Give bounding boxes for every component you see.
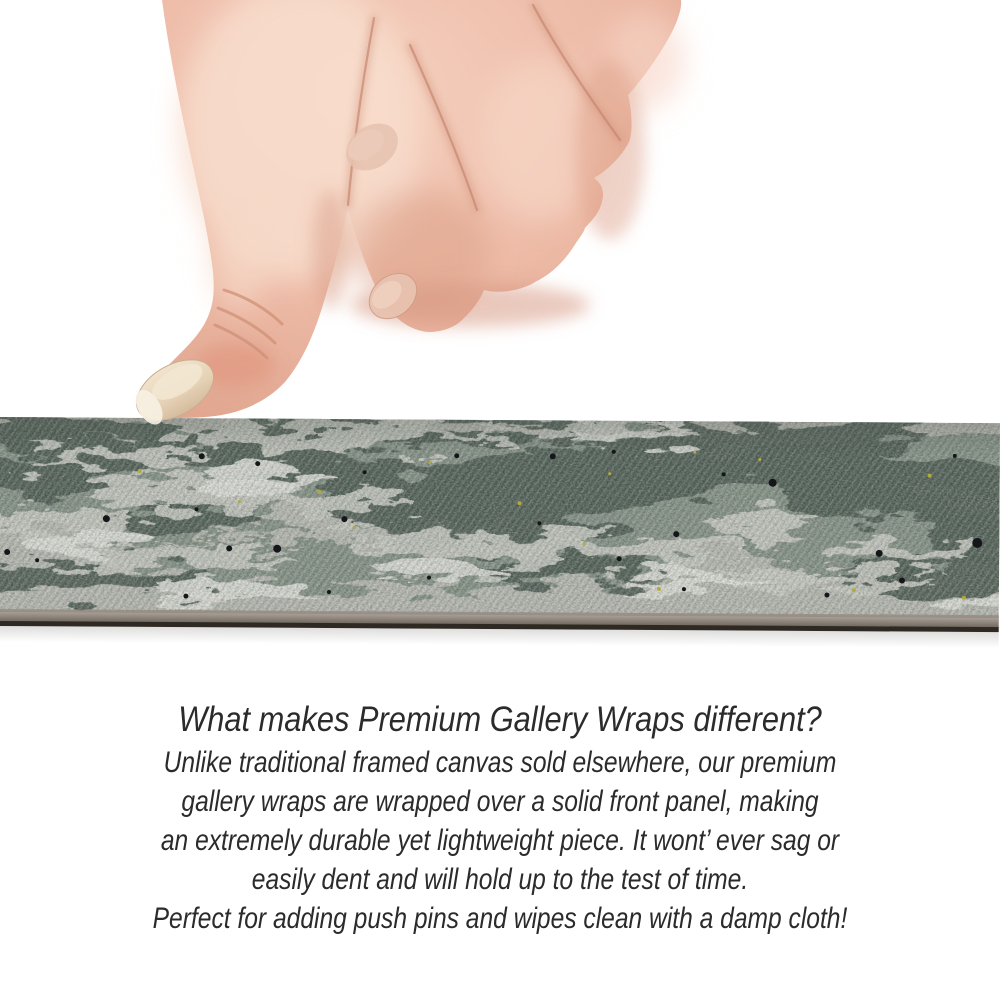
headline: What makes Premium Gallery Wraps different? bbox=[178, 700, 822, 739]
body-line-5: Perfect for adding push pins and wipes clean with a damp cloth! bbox=[152, 902, 848, 935]
panel-edge bbox=[0, 609, 999, 648]
body-line-4: easily dent and will hold up to the test of time. bbox=[251, 863, 749, 896]
body-line-3: an extremely durable yet lightweight piece. It wont’ ever sag or bbox=[160, 824, 840, 857]
canvas-strip bbox=[0, 416, 1000, 649]
copy-block bbox=[0, 697, 1000, 938]
hand bbox=[126, 0, 685, 433]
body-line-2: gallery wraps are wrapped over a solid front panel, making bbox=[181, 785, 819, 818]
body-line-1: Unlike traditional framed canvas sold elsewhere, our premium bbox=[163, 746, 837, 779]
